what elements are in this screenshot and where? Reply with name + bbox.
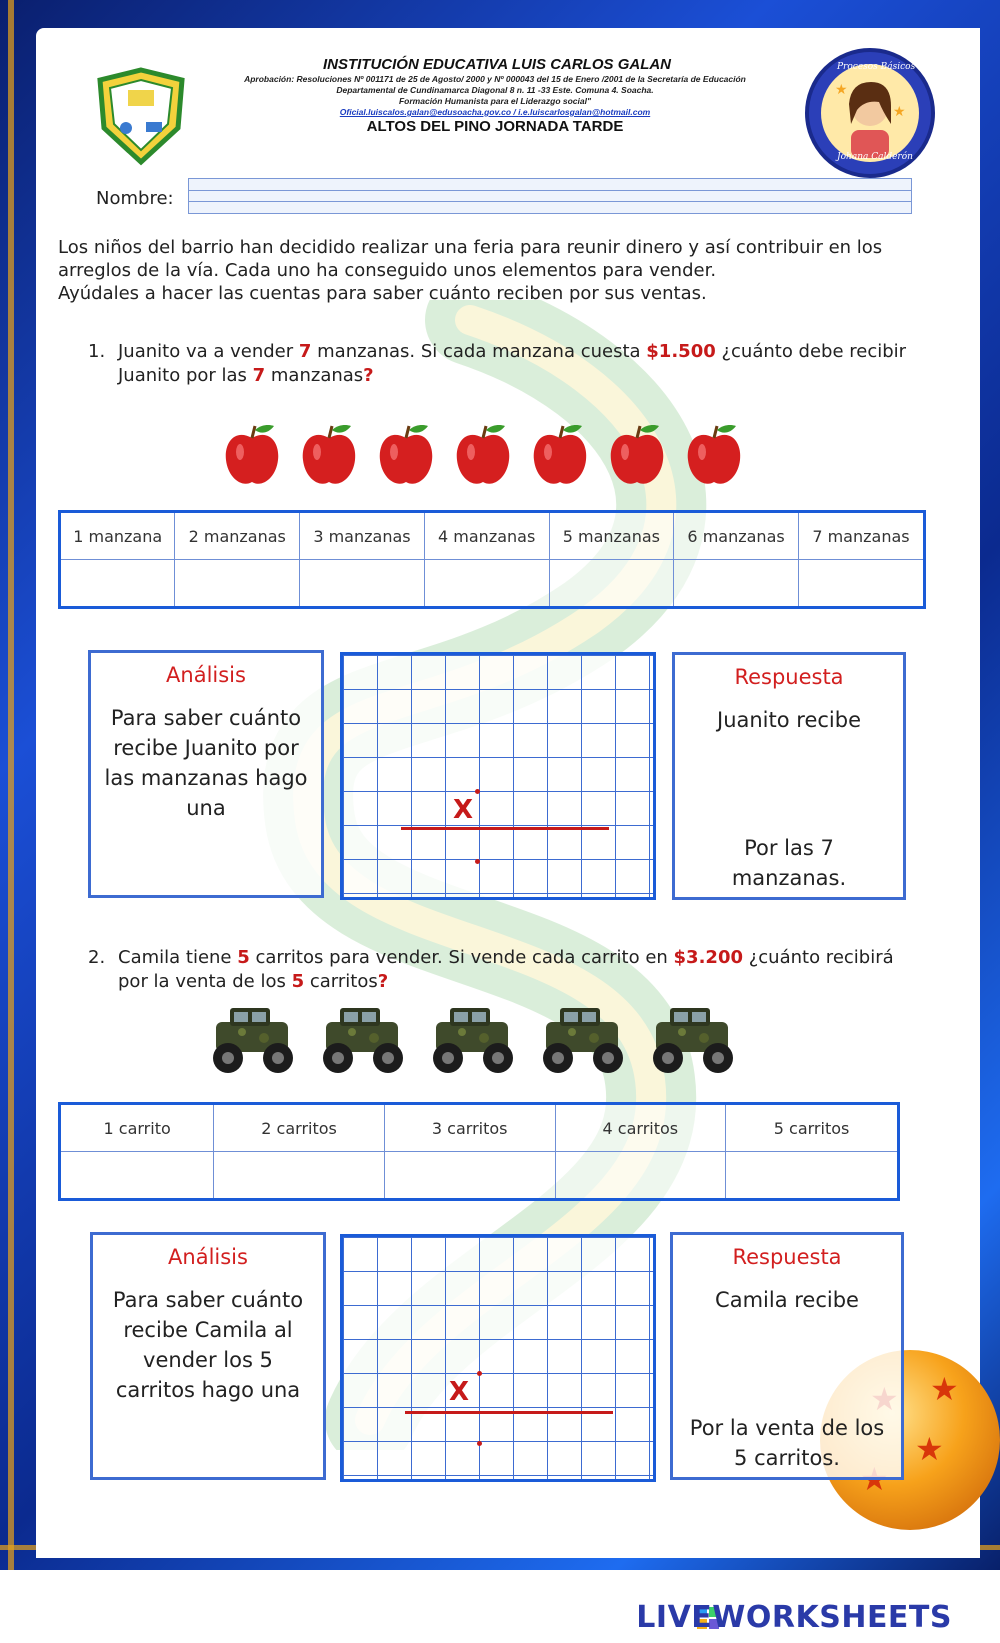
toy-jeep-icon <box>642 1002 742 1080</box>
apple-icon <box>376 422 436 488</box>
analysis-text: Para saber cuánto recibe Camila al vender los 5 carritos hago una <box>112 1288 304 1402</box>
intro-line: Los niños del barrio han decidido realizar una feria para reunir dinero y así contribuir en los <box>58 237 883 258</box>
answer-footer: Por las 7 manzanas. <box>731 836 847 890</box>
answer-title: Respuesta <box>732 1245 842 1269</box>
quantity-highlight: 5 <box>291 971 305 992</box>
quantity-highlight: 7 <box>252 365 266 386</box>
apple-icon <box>222 422 282 488</box>
table-header-cell: 6 manzanas <box>674 512 799 560</box>
analysis-box <box>88 650 324 898</box>
table-header-cell: 1 manzana <box>60 512 175 560</box>
hotmail-email-link[interactable]: i.e.luiscarlosgalan@hotmail.com <box>518 107 651 117</box>
table-header-row <box>60 512 925 560</box>
institution-emails <box>195 107 795 117</box>
svg-text:★: ★ <box>835 82 848 98</box>
decimal-dot <box>475 789 480 794</box>
table-header-cell: 5 manzanas <box>549 512 674 560</box>
apple-icon <box>453 422 513 488</box>
question-text-part: manzanas. Si cada manzana cuesta <box>311 341 647 362</box>
times-sign: X <box>449 1377 470 1407</box>
question-text-part: Juanito por las <box>118 365 253 386</box>
question-text-part: Juanito va a vender <box>118 341 299 362</box>
apple-icon <box>530 422 590 488</box>
analysis-text: Para saber cuánto recibe Juanito por las manzanas hago una <box>104 706 308 820</box>
question-text-part: Camila tiene <box>118 947 238 968</box>
question-text-part: ¿cuánto recibirá <box>743 947 894 968</box>
teacher-avatar <box>821 64 919 162</box>
institution-address: Departamental de Cundinamarca Diagonal 8 n. 11 -33 Este. Comuna 4. Soacha. <box>336 85 654 95</box>
name-label: Nombre: <box>96 188 174 209</box>
question-text-part: manzanas <box>265 365 364 386</box>
table-answer-row <box>60 560 925 608</box>
quantity-highlight: 5 <box>237 947 250 968</box>
apple-icon <box>299 422 359 488</box>
decimal-dot <box>475 859 480 864</box>
answer-footer: Por la venta de los 5 carritos. <box>689 1416 885 1470</box>
multiplication-grid[interactable] <box>340 1234 656 1482</box>
answer-input-cell[interactable] <box>798 560 924 608</box>
answer-input-cell[interactable] <box>424 560 549 608</box>
school-shield-logo <box>96 66 186 166</box>
star-icon: ★ <box>915 1430 944 1468</box>
intro-line: arreglos de la vía. Cada uno ha conseguido unos elementos para vender. <box>58 260 717 281</box>
question-2 <box>88 946 940 996</box>
teacher-avatar-icon <box>821 64 919 162</box>
answer-input-cell[interactable] <box>726 1152 899 1200</box>
answer-prompt: Camila recibe <box>715 1288 859 1312</box>
multiplication-grid[interactable] <box>340 652 656 900</box>
result-line <box>405 1411 613 1414</box>
name-input-line <box>189 190 911 191</box>
answer-input-cell[interactable] <box>384 1152 555 1200</box>
answer-input-cell[interactable] <box>175 560 300 608</box>
result-line <box>401 827 609 830</box>
price-highlight: $1.500 <box>646 341 716 362</box>
name-input-line <box>189 201 911 202</box>
apple-icon <box>607 422 667 488</box>
answer-box <box>670 1232 904 1480</box>
question-text-part: ¿cuánto debe recibir <box>715 341 907 362</box>
table-header-cell: 2 carritos <box>214 1104 385 1152</box>
teacher-badge-logo <box>805 48 935 178</box>
table-header-row <box>60 1104 899 1152</box>
answer-input-cell[interactable] <box>60 1152 214 1200</box>
table-header-cell: 3 carritos <box>384 1104 555 1152</box>
badge-top-text: Procesos Básicos <box>837 62 916 72</box>
question-number: 2. <box>88 947 106 968</box>
intro-paragraph <box>58 236 938 305</box>
table-header-cell: 1 carrito <box>60 1104 214 1152</box>
toy-jeep-icon <box>422 1002 522 1080</box>
answer-input-cell[interactable] <box>674 560 799 608</box>
answer-input-cell[interactable] <box>300 560 425 608</box>
question-text-part: carritos <box>304 971 378 992</box>
table-header-cell: 7 manzanas <box>798 512 924 560</box>
question-text <box>118 340 940 388</box>
question-text-part: por la venta de los <box>118 971 292 992</box>
answer-input[interactable] <box>695 743 883 803</box>
toy-jeep-icon <box>532 1002 632 1080</box>
frame-stripe <box>8 0 14 1570</box>
official-email-link[interactable]: Oficial.luiscalos.galan@edusoacha.gov.co <box>339 107 512 117</box>
toy-jeep-icon <box>202 1002 302 1080</box>
question-mark: ? <box>377 971 389 992</box>
question-text <box>118 946 940 994</box>
question-mark: ? <box>363 365 374 386</box>
analysis-title: Análisis <box>166 663 246 687</box>
table-header-cell: 3 manzanas <box>300 512 425 560</box>
institution-subtitle: ALTOS DEL PINO JORNADA TARDE <box>366 118 624 135</box>
answer-input-cell[interactable] <box>214 1152 385 1200</box>
question-number: 1. <box>88 341 106 362</box>
answer-box <box>672 652 906 900</box>
intro-line: Ayúdales a hacer las cuentas para saber cuánto reciben por sus ventas. <box>58 283 707 304</box>
decimal-dot <box>477 1371 482 1376</box>
liveworksheets-brand[interactable]: LIVEWORKSHEETS <box>636 1600 952 1635</box>
table-header-cell: 4 manzanas <box>424 512 549 560</box>
question-text-part: carritos para vender. Si vende cada carrito en <box>249 947 674 968</box>
institution-approval: Aprobación: Resoluciones Nº 001171 de 25 de Agosto/ 2000 y Nº 000043 del 15 de Enero /2001 de la Secretaría de Educación <box>244 74 746 84</box>
institution-motto: Formación Humanista para el Liderazgo social" <box>398 96 592 106</box>
table-header-cell: 5 carritos <box>726 1104 899 1152</box>
apple-icon <box>684 422 744 488</box>
price-highlight: $3.200 <box>673 947 743 968</box>
toy-cars-table <box>58 1102 900 1201</box>
answer-prompt: Juanito recibe <box>717 708 861 732</box>
apples-table <box>58 510 926 609</box>
answer-input-cell[interactable] <box>60 560 175 608</box>
answer-input-cell[interactable] <box>549 560 674 608</box>
quantity-highlight: 7 <box>298 341 312 362</box>
decimal-dot <box>477 1441 482 1446</box>
answer-title: Respuesta <box>734 665 844 689</box>
analysis-box <box>90 1232 326 1480</box>
table-answer-row <box>60 1152 899 1200</box>
answer-input-cell[interactable] <box>555 1152 726 1200</box>
badge-bottom-text: Johana Calderón <box>837 152 913 162</box>
analysis-title: Análisis <box>168 1245 248 1269</box>
institution-name: INSTITUCIÓN EDUCATIVA LUIS CARLOS GALAN <box>322 56 672 73</box>
table-header-cell: 4 carritos <box>555 1104 726 1152</box>
name-input[interactable] <box>188 178 912 214</box>
toy-jeep-icon <box>312 1002 412 1080</box>
table-header-cell: 2 manzanas <box>175 512 300 560</box>
svg-text:★: ★ <box>893 104 906 120</box>
question-1 <box>88 340 940 390</box>
times-sign: X <box>453 795 474 825</box>
email-separator: / <box>511 107 519 117</box>
star-icon: ★ <box>930 1370 959 1408</box>
answer-input[interactable] <box>693 1323 881 1383</box>
